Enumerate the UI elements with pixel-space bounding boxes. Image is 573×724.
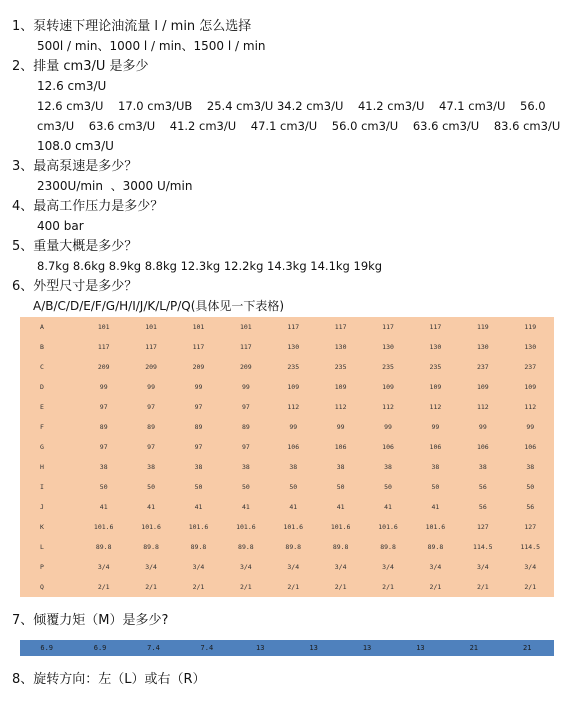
table-cell: 209: [192, 363, 205, 371]
table-cell: 89.8: [238, 543, 254, 551]
table-cell: 38: [336, 463, 345, 471]
answer-4: 400 bar: [37, 219, 84, 233]
row-label: F: [40, 423, 44, 431]
table-cell: 56: [526, 503, 535, 511]
table-cell: 101.6: [93, 523, 114, 531]
table-row: [20, 437, 554, 457]
table-cell: 89: [147, 423, 155, 431]
table-cell: 101.6: [236, 523, 256, 531]
table-cell: 38: [194, 463, 203, 471]
table-cell: 50: [99, 483, 108, 491]
table-cell: 130: [429, 343, 442, 351]
table-row: [20, 397, 554, 417]
torque-cell: 13: [256, 644, 265, 652]
row-label: H: [40, 463, 44, 471]
table-cell: 89.8: [427, 543, 444, 551]
table-cell: 106: [429, 443, 442, 451]
table-cell: 237: [476, 363, 489, 371]
table-cell: 235: [287, 363, 300, 371]
table-cell: 3/4: [382, 563, 394, 571]
answer-5: 8.7kg 8.6kg 8.9kg 8.8kg 12.3kg 12.2kg 14.3kg 14.1kg 19kg: [37, 259, 383, 273]
table-cell: 2/1: [382, 583, 394, 591]
table-cell: 41: [384, 503, 392, 511]
table-cell: 127: [524, 523, 537, 531]
torque-cell: 21: [469, 644, 479, 652]
table-cell: 89: [99, 423, 108, 431]
question-6: 6、外型尺寸是多少？: [12, 279, 138, 294]
table-row: [20, 357, 554, 377]
torque-cell: 13: [362, 644, 372, 652]
answer-1: 500l / min、1000 l / min、1500 l / min: [37, 39, 266, 53]
table-cell: 109: [334, 383, 347, 391]
table-cell: 50: [336, 483, 345, 491]
table-cell: 109: [524, 383, 537, 391]
torque-cell: 7.4: [200, 644, 214, 652]
torque-cell: 6.9: [93, 644, 107, 652]
table-cell: 109: [287, 383, 300, 391]
table-cell: 101.6: [188, 523, 209, 531]
table-cell: 3/4: [192, 563, 205, 571]
table-cell: 2/1: [476, 583, 489, 591]
table-cell: 101.6: [283, 523, 304, 531]
question-1: 1、泵转速下理论油流量 l / min 怎么选择: [12, 19, 252, 34]
table-cell: 101.6: [425, 523, 446, 531]
table-row: [20, 477, 554, 497]
table-cell: 101: [97, 323, 110, 331]
table-cell: 101.6: [378, 523, 398, 531]
row-label: I: [40, 483, 44, 491]
table-cell: 130: [524, 343, 537, 351]
table-cell: 38: [289, 463, 298, 471]
table-cell: 2/1: [145, 583, 157, 591]
torque-cell: 13: [309, 644, 318, 652]
table-cell: 99: [336, 423, 345, 431]
table-cell: 117: [382, 323, 394, 331]
table-row: [20, 337, 554, 357]
question-2: 2、排量 cm3/U 是多少: [12, 59, 149, 74]
table-cell: 112: [382, 403, 394, 411]
table-cell: 2/1: [334, 583, 347, 591]
table-cell: 97: [194, 403, 203, 411]
answer-2-line-2: 12.6 cm3/U 17.0 cm3/UB 25.4 cm3/U 34.2 cm3/U 41.2 cm3/U 47.1 cm3/U 56.0: [37, 99, 546, 113]
table-cell: 38: [478, 463, 487, 471]
table-cell: 130: [476, 343, 489, 351]
table-cell: 99: [478, 423, 487, 431]
table-cell: 117: [239, 343, 252, 351]
table-cell: 209: [145, 363, 157, 371]
table-cell: 112: [476, 403, 489, 411]
table-cell: 109: [476, 383, 489, 391]
row-label: P: [40, 563, 44, 571]
table-cell: 235: [382, 363, 394, 371]
table-cell: 97: [241, 403, 250, 411]
table-cell: 130: [287, 343, 300, 351]
table-cell: 117: [429, 323, 442, 331]
table-cell: 3/4: [287, 563, 300, 571]
row-label: C: [40, 363, 44, 371]
table-cell: 89.8: [380, 543, 396, 551]
table-cell: 99: [241, 383, 250, 391]
table-cell: 3/4: [476, 563, 489, 571]
torque-cell: 6.9: [40, 644, 54, 652]
question-4: 4、最高工作压力是多少？: [12, 199, 164, 214]
table-cell: 38: [241, 463, 250, 471]
table-cell: 89.8: [190, 543, 207, 551]
table-cell: 114.5: [473, 543, 493, 551]
table-cell: 119: [476, 323, 489, 331]
table-cell: 112: [287, 403, 300, 411]
table-cell: 89: [241, 423, 250, 431]
table-row: [20, 457, 554, 477]
table-row: [20, 577, 554, 597]
table-cell: 237: [524, 363, 537, 371]
row-label: Q: [40, 583, 44, 591]
table-cell: 56: [478, 503, 487, 511]
row-label: B: [40, 343, 44, 351]
table-cell: 41: [194, 503, 203, 511]
torque-cell: 21: [523, 644, 532, 652]
torque-cell: 7.4: [147, 644, 160, 652]
table-row: [20, 537, 554, 557]
table-cell: 106: [287, 443, 300, 451]
row-label: L: [40, 543, 44, 551]
table-cell: 2/1: [239, 583, 252, 591]
answer-2-line-3: cm3/U 63.6 cm3/U 41.2 cm3/U 47.1 cm3/U 56.0 cm3/U 63.6 cm3/U 83.6 cm3/U: [37, 119, 561, 133]
table-cell: 3/4: [97, 563, 110, 571]
table-row: [20, 497, 554, 517]
table-cell: 112: [334, 403, 347, 411]
table-cell: 99: [384, 423, 392, 431]
table-cell: 38: [147, 463, 155, 471]
table-row: [20, 417, 554, 437]
table-cell: 117: [334, 323, 347, 331]
table-cell: 117: [97, 343, 110, 351]
table-cell: 106: [382, 443, 394, 451]
table-cell: 41: [99, 503, 108, 511]
row-label: K: [40, 523, 44, 531]
table-cell: 3/4: [334, 563, 347, 571]
table-cell: 2/1: [287, 583, 300, 591]
table-cell: 3/4: [429, 563, 442, 571]
table-cell: 56: [478, 483, 487, 491]
table-cell: 109: [429, 383, 442, 391]
row-label: A: [40, 323, 44, 331]
answer-6: A/B/C/D/E/F/G/H/I/J/K/L/P/Q(具体见一下表格): [33, 299, 285, 313]
torque-cell: 13: [416, 644, 425, 652]
table-cell: 38: [99, 463, 108, 471]
table-row: [20, 317, 554, 337]
table-cell: 209: [97, 363, 110, 371]
table-cell: 3/4: [524, 563, 537, 571]
table-cell: 41: [289, 503, 298, 511]
table-cell: 97: [241, 443, 250, 451]
table-cell: 130: [334, 343, 347, 351]
table-cell: 101: [192, 323, 205, 331]
table-cell: 89.8: [285, 543, 302, 551]
table-cell: 130: [382, 343, 394, 351]
table-cell: 41: [241, 503, 250, 511]
table-cell: 127: [476, 523, 489, 531]
table-cell: 89: [194, 423, 203, 431]
table-cell: 99: [194, 383, 203, 391]
row-label: D: [40, 383, 44, 391]
table-cell: 97: [194, 443, 203, 451]
question-5: 5、重量大概是多少？: [12, 239, 138, 254]
row-label: J: [40, 503, 44, 511]
table-cell: 2/1: [192, 583, 205, 591]
table-cell: 112: [524, 403, 537, 411]
table-cell: 99: [526, 423, 535, 431]
answer-2-line-1: 12.6 cm3/U: [37, 79, 107, 93]
table-cell: 235: [334, 363, 347, 371]
table-cell: 117: [287, 323, 300, 331]
table-cell: 50: [289, 483, 298, 491]
table-row: [20, 377, 554, 397]
table-cell: 3/4: [239, 563, 252, 571]
table-cell: 101: [239, 323, 252, 331]
table-cell: 117: [192, 343, 205, 351]
table-cell: 50: [194, 483, 203, 491]
table-cell: 97: [147, 403, 155, 411]
table-cell: 97: [99, 403, 108, 411]
table-cell: 209: [239, 363, 252, 371]
table-cell: 119: [524, 323, 537, 331]
table-cell: 89.8: [143, 543, 159, 551]
table-cell: 89.8: [95, 543, 112, 551]
table-cell: 114.5: [520, 543, 541, 551]
table-cell: 235: [429, 363, 442, 371]
table-cell: 109: [382, 383, 394, 391]
table-cell: 97: [99, 443, 108, 451]
table-cell: 99: [147, 383, 155, 391]
table-cell: 106: [334, 443, 347, 451]
table-cell: 106: [476, 443, 489, 451]
table-cell: 50: [241, 483, 250, 491]
table-cell: 38: [431, 463, 440, 471]
table-cell: 41: [336, 503, 345, 511]
table-cell: 50: [384, 483, 392, 491]
table-cell: 2/1: [524, 583, 537, 591]
table-cell: 101: [145, 323, 157, 331]
table-cell: 106: [524, 443, 537, 451]
torque-table: [20, 640, 554, 656]
answer-3: 2300U/min 、3000 U/min: [37, 179, 193, 193]
table-cell: 101.6: [141, 523, 161, 531]
table-cell: 99: [99, 383, 108, 391]
question-8: 8、旋转方向：左（L）或右（R）: [12, 672, 206, 687]
table-cell: 99: [431, 423, 440, 431]
table-cell: 117: [145, 343, 157, 351]
table-cell: 41: [431, 503, 440, 511]
table-cell: 38: [384, 463, 392, 471]
table-cell: 41: [147, 503, 155, 511]
torque-row: [20, 640, 554, 656]
table-cell: 89.8: [332, 543, 349, 551]
question-3: 3、最高泵速是多少？: [12, 159, 138, 174]
table-row: [20, 517, 554, 537]
table-cell: 99: [289, 423, 298, 431]
table-cell: 50: [147, 483, 155, 491]
table-cell: 50: [431, 483, 440, 491]
table-cell: 3/4: [145, 563, 157, 571]
table-cell: 38: [526, 463, 535, 471]
table-row: [20, 557, 554, 577]
table-cell: 112: [429, 403, 442, 411]
table-cell: 2/1: [97, 583, 110, 591]
dimensions-table-body: [20, 317, 554, 597]
row-label: E: [40, 403, 44, 411]
table-cell: 101.6: [330, 523, 351, 531]
question-7: 7、倾覆力矩（M）是多少?: [12, 613, 169, 628]
dimensions-table: [20, 317, 554, 597]
table-cell: 50: [526, 483, 535, 491]
row-label: G: [40, 443, 44, 451]
table-cell: 97: [147, 443, 155, 451]
answer-2-line-4: 108.0 cm3/U: [37, 139, 114, 153]
table-cell: 2/1: [429, 583, 442, 591]
